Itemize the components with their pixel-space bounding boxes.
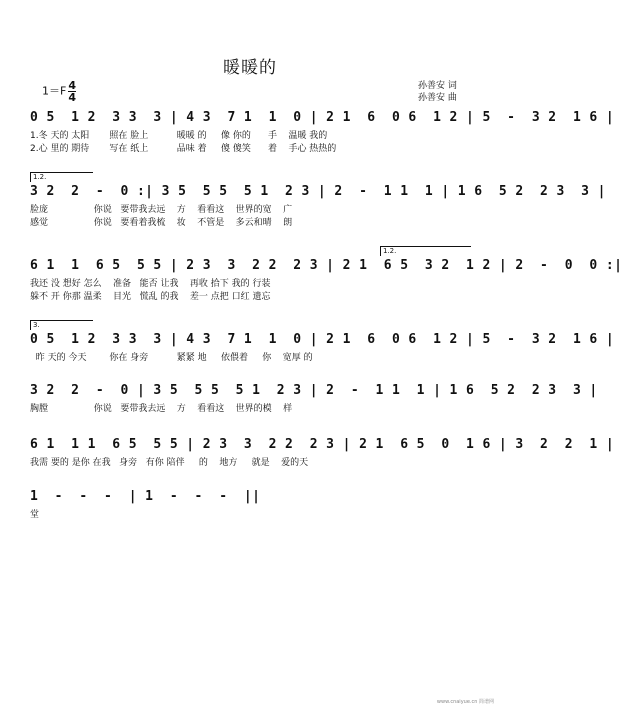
volta-bracket: 3. (30, 320, 93, 330)
lyricist-credit: 孙善安 词 (418, 81, 457, 91)
notation-line: 6 1 1 6 5 5 5 | 2 3 3 2 2 2 3 | 2 1 6 5 3 2 1 2 | 2 - 0 0 :| (30, 258, 622, 273)
staff-system-6 (30, 437, 615, 468)
notation-line: 3 2 2 - 0 :| 3 5 5 5 5 1 2 3 | 2 - 1 1 1 | 1 6 5 2 2 3 3 | (30, 184, 606, 199)
song-title: 暖暖的 (223, 58, 277, 78)
lyric-line: 堂 (30, 510, 40, 520)
notation-line: 3 2 2 - 0 | 3 5 5 5 5 1 2 3 | 2 - 1 1 1 | 1 6 5 2 2 3 3 | (30, 383, 598, 398)
key-label: 1＝F (42, 84, 67, 98)
composer-credit: 孙善安 曲 (418, 93, 457, 103)
lyric-line: 我需 要的 是你 在我 身旁 有你 陪伴 的 地方 就是 爱的天 (30, 458, 309, 468)
lyric-line: 胸膛 你说 要带我去远 方 看看这 世界的模 样 (30, 404, 293, 414)
lyric-line-verse-1: 1.冬 天的 太阳 照在 脸上 暖暖 的 像 你的 手 温暖 我的 (30, 131, 328, 141)
lyric-line-verse-2: 感觉 你说 要看着我梳 妆 不管是 多云和晴 朗 (30, 218, 293, 228)
staff-system-4 (30, 321, 615, 363)
notation-line: 0 5 1 2 3 3 3 | 4 3 7 1 1 0 | 2 1 6 0 6 1 2 | 5 - 3 2 1 6 | (30, 332, 615, 347)
volta-bracket: 1.2. (380, 246, 471, 256)
notation-line: 0 5 1 2 3 3 3 | 4 3 7 1 1 0 | 2 1 6 0 6 1 2 | 5 - 3 2 1 6 | (30, 110, 615, 125)
lyric-line-verse-1: 我还 没 想好 怎么 准备 能否 让我 再收 拾下 我的 行装 (30, 279, 271, 289)
notation-line: 6 1 1 1 6 5 5 5 | 2 3 3 2 2 2 3 | 2 1 6 5 0 1 6 | 3 2 2 1 | (30, 437, 615, 452)
watermark-footer: www.cnaiyue.cn 简谱网 (436, 699, 494, 705)
staff-system-5 (30, 383, 598, 414)
time-beats: 4 (68, 79, 76, 92)
time-signature (68, 80, 76, 103)
staff-system-3 (30, 247, 622, 302)
time-unit: 4 (68, 91, 76, 104)
lyric-line: 昨 天的 今天 你在 身旁 紧紧 地 依偎着 你 宽厚 的 (30, 353, 313, 363)
staff-system-7 (30, 489, 470, 520)
staff-system-1 (30, 110, 615, 154)
staff-system-2 (30, 173, 606, 228)
volta-bracket: 1.2. (30, 172, 93, 182)
key-signature (42, 80, 76, 103)
notation-line: 1 - - - | 1 - - - || (30, 489, 261, 504)
lyric-line-verse-2: 躲不 开 你那 温柔 目光 慌乱 的我 差一 点把 口红 遗忘 (30, 292, 271, 302)
lyric-line-verse-1: 脸庞 你说 要带我去远 方 看看这 世界的宽 广 (30, 205, 293, 215)
lyric-line-verse-2: 2.心 里的 期待 写在 纸上 品味 着 傻 傻笑 着 手心 热热的 (30, 144, 337, 154)
